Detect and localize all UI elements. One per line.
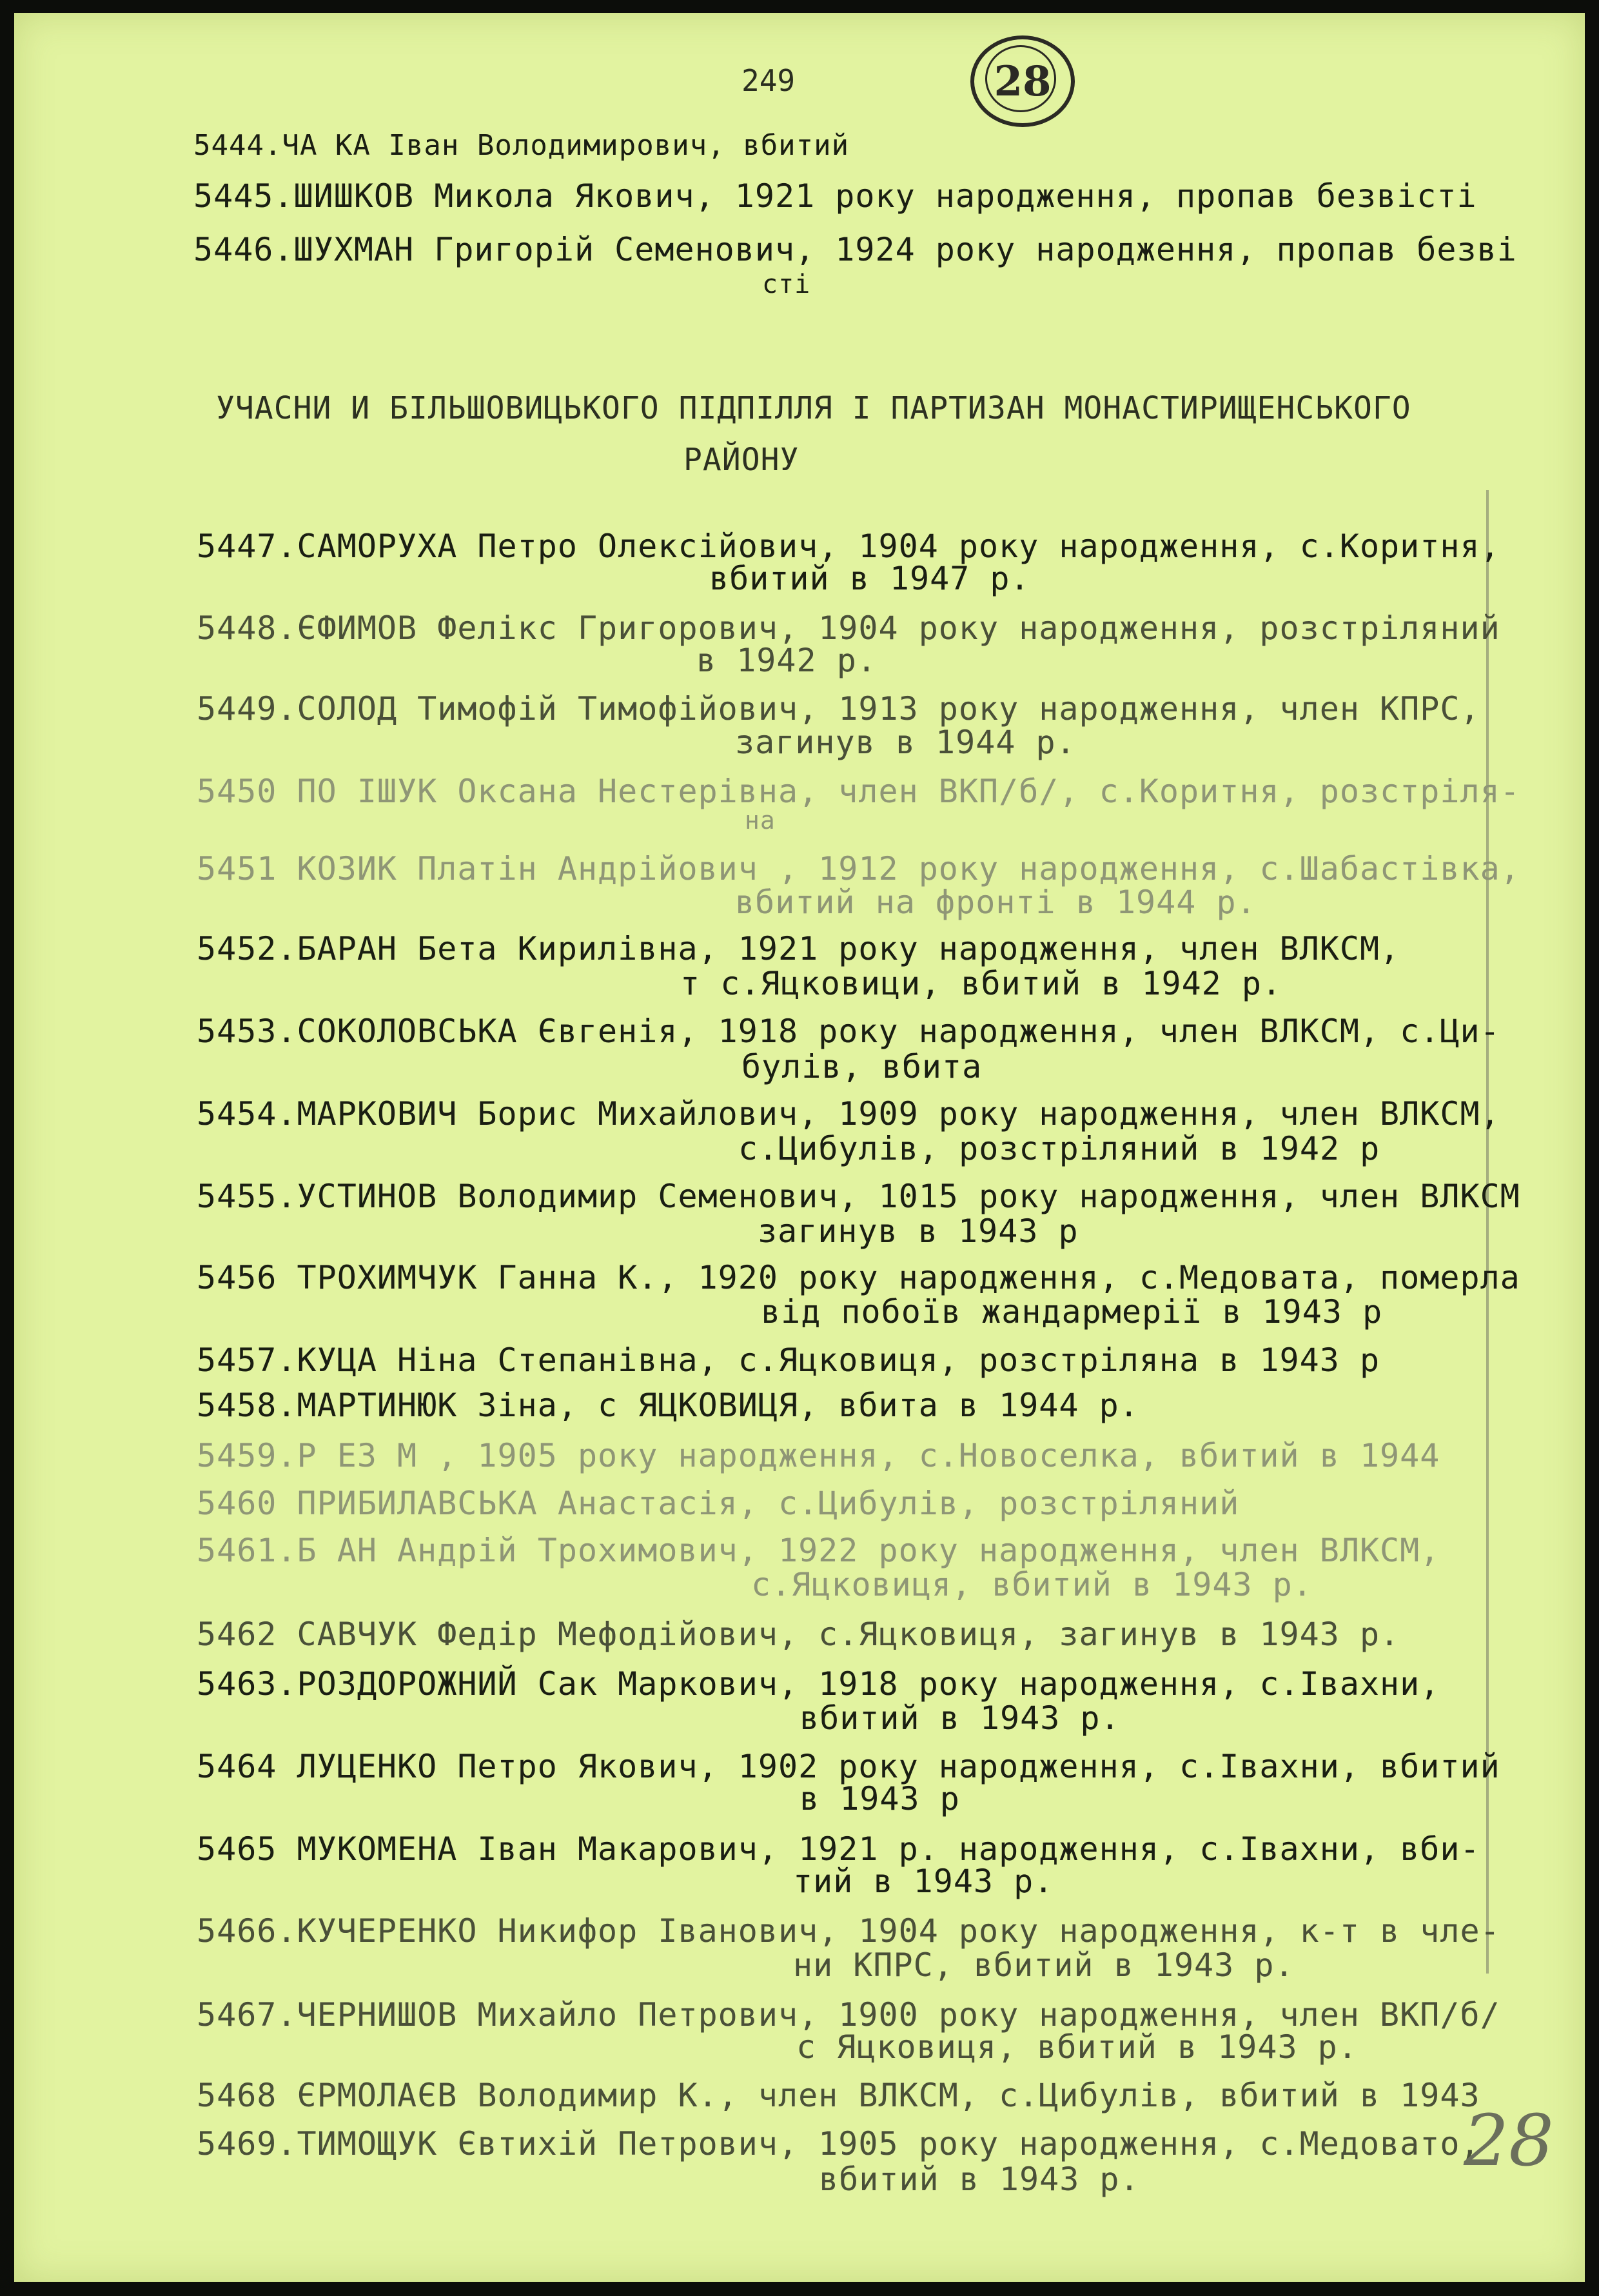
entry-5454-cont: с.Цибулів, розстріляний в 1942 р: [738, 1130, 1380, 1167]
entry-5446-cont: сті: [762, 270, 811, 299]
entry-5466: 5466.КУЧЕРЕНКО Никифор Іванович, 1904 року народження, к-т в чле-: [197, 1912, 1500, 1950]
entry-5447: 5447.САМОРУХА Петро Олексійович, 1904 року народження, с.Коритня,: [197, 528, 1500, 565]
entry-5466-cont: ни КПРС, вбитий в 1943 р.: [793, 1946, 1295, 1984]
entry-5469: 5469.ТИМОЩУК Євтихій Петрович, 1905 року народження, с.Медовато,: [197, 2125, 1480, 2162]
entry-5452-cont: т с.Яцковици, вбитий в 1942 р.: [680, 965, 1282, 1002]
entry-5464-cont: в 1943 р: [800, 1780, 960, 1817]
entry-5464: 5464 ЛУЦЕНКО Петро Якович, 1902 року народження, с.Івахни, вбитий: [197, 1748, 1500, 1785]
entry-5446: 5446.ШУХМАН Григорій Семенович, 1924 року народження, пропав безві: [193, 231, 1517, 268]
page-number: 249: [741, 63, 796, 98]
entry-5453: 5453.СОКОЛОВСЬКА Євгенія, 1918 року народження, член ВЛКСМ, с.Ци-: [197, 1013, 1500, 1050]
entry-5458: 5458.МАРТИНЮК Зіна, с ЯЦКОВИЦЯ, вбита в 1944 р.: [197, 1387, 1139, 1424]
entry-5448-cont: в 1942 р.: [696, 642, 877, 679]
entry-5467: 5467.ЧЕРНИШОВ Михайло Петрович, 1900 року народження, член ВКП/б/: [197, 1996, 1500, 2034]
stamp-number: 28: [994, 57, 1052, 106]
handwritten-page-number: 28: [1464, 2099, 1554, 2182]
entry-5463-cont: вбитий в 1943 р.: [800, 1699, 1121, 1737]
entry-5468: 5468 ЄРМОЛАЄВ Володимир К., член ВЛКСМ, с.Цибулів, вбитий в 1943: [197, 2077, 1480, 2114]
entry-5465: 5465 МУКОМЕНА Іван Макарович, 1921 р. народження, с.Івахни, вби-: [197, 1830, 1480, 1868]
archive-stamp: [970, 35, 1075, 127]
entry-5450-cont: на: [745, 806, 776, 835]
entry-5453-cont: булів, вбита: [741, 1048, 983, 1085]
entry-5451-cont: вбитий на фронті в 1944 р.: [735, 884, 1257, 921]
entry-5462: 5462 САВЧУК Федір Мефодійович, с.Яцковиця, загинув в 1943 р.: [197, 1616, 1400, 1653]
entry-5448: 5448.ЄФИМОВ Фелікс Григорович, 1904 року народження, розстріляний: [197, 609, 1500, 647]
entry-5456: 5456 ТРОХИМЧУК Ганна К., 1920 року народження, с.Медовата, померла: [197, 1259, 1520, 1296]
entry-5449: 5449.СОЛОД Тимофій Тимофійович, 1913 року народження, член КПРС,: [197, 690, 1480, 727]
entry-5460: 5460 ПРИБИЛАВСЬКА Анастасія, с.Цибулів, розстріляний: [197, 1485, 1240, 1522]
entry-5447-cont: вбитий в 1947 р.: [709, 560, 1030, 597]
entry-5452: 5452.БАРАН Бета Кирилівна, 1921 року народження, член ВЛКСМ,: [197, 930, 1400, 967]
entry-5451: 5451 КОЗИК Платін Андрійович , 1912 року народження, с.Шабастівка,: [197, 850, 1520, 887]
entry-5444: 5444.ЧА КА Іван Володимирович, вбитий: [193, 129, 850, 162]
entry-5467-cont: с Яцковиця, вбитий в 1943 р.: [796, 2028, 1358, 2066]
section-heading: УЧАСНИ И БІЛЬШОВИЦЬКОГО ПІДПІЛЛЯ І ПАРТИЗАН МОНАСТИРИЩЕНСЬКОГО: [216, 390, 1411, 426]
entry-5459: 5459.Р ЕЗ М , 1905 року народження, с.Новоселка, вбитий в 1944: [197, 1437, 1440, 1474]
entry-5456-cont: від побоїв жандармерії в 1943 р: [761, 1293, 1383, 1331]
entry-5449-cont: загинув в 1944 р.: [735, 724, 1076, 761]
entry-5465-cont: тий в 1943 р.: [793, 1863, 1054, 1900]
section-heading-cont: РАЙОНУ: [683, 442, 800, 478]
entry-5463: 5463.РОЗДОРОЖНИЙ Сак Маркович, 1918 року народження, с.Івахни,: [197, 1665, 1440, 1703]
entry-5461-cont: с.Яцковиця, вбитий в 1943 р.: [751, 1566, 1313, 1603]
entry-5454: 5454.МАРКОВИЧ Борис Михайлович, 1909 року народження, член ВЛКСМ,: [197, 1095, 1500, 1133]
entry-5445: 5445.ШИШКОВ Микола Якович, 1921 року народження, пропав безвісті: [193, 177, 1477, 215]
entry-5450: 5450 ПО ІШУК Оксана Нестерівна, член ВКП/б/, с.Коритня, розстріля-: [197, 773, 1520, 810]
entry-5461: 5461.Б АН Андрій Трохимович, 1922 року народження, член ВЛКСМ,: [197, 1532, 1440, 1569]
entry-5455: 5455.УСТИНОВ Володимир Семенович, 1015 року народження, член ВЛКСМ: [197, 1178, 1520, 1215]
entry-5455-cont: загинув в 1943 р: [758, 1212, 1079, 1250]
entry-5457: 5457.КУЦА Ніна Степанівна, с.Яцковиця, розстріляна в 1943 р: [197, 1341, 1380, 1379]
entry-5469-cont: вбитий в 1943 р.: [819, 2161, 1140, 2198]
